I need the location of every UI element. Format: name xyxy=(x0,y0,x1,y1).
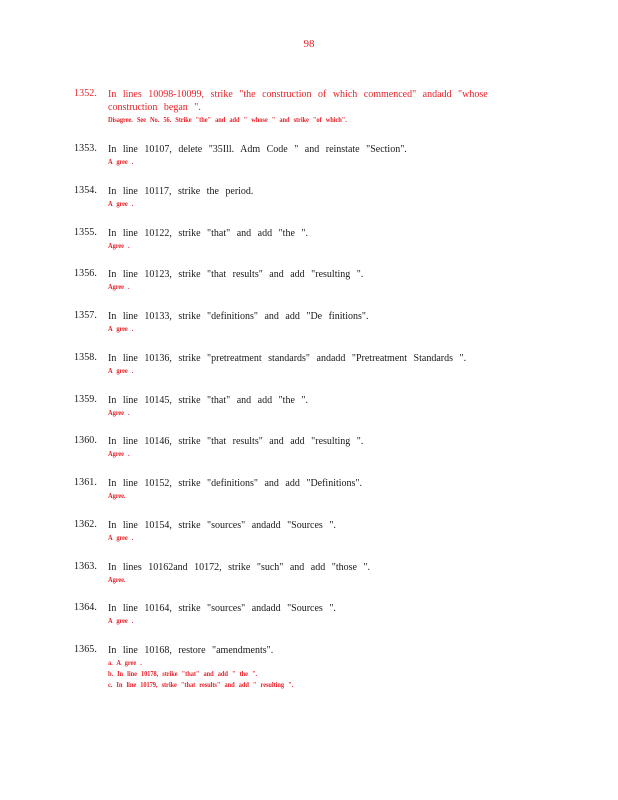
item-text: In line 10154, strike "sources" andadd "Sources ". xyxy=(108,520,336,531)
item-response: A gree . xyxy=(108,366,134,375)
item-response: A gree . xyxy=(108,199,134,208)
item-response: Agree . xyxy=(108,408,130,417)
item-response: A gree . xyxy=(108,157,134,166)
item-text: In line 10146, strike "that results" and add "resulting ". xyxy=(108,436,364,447)
item-number: 1360. xyxy=(74,435,97,446)
item-subresponse-a: a. A gree . xyxy=(108,658,142,667)
item-number: 1353. xyxy=(74,143,97,154)
item-text: In line 10117, strike the period. xyxy=(108,186,254,197)
item-number: 1365. xyxy=(74,644,97,655)
item-response: Agree . xyxy=(108,282,130,291)
item-text: In line 10122, strike "that" and add "the ". xyxy=(108,228,308,239)
item-response: Agree . xyxy=(108,449,130,458)
item-text: In line 10168, restore "amendments". xyxy=(108,645,274,656)
item-text: In line 10123, strike "that results" and add "resulting ". xyxy=(108,269,364,280)
item-response: Agree . xyxy=(108,241,130,250)
item-text: In line 10136, strike "pretreatment standards" andadd "Pretreatment Standards ". xyxy=(108,353,467,364)
item-number: 1363. xyxy=(74,561,97,572)
item-number: 1362. xyxy=(74,519,97,530)
item-number: 1355. xyxy=(74,227,97,238)
item-text: In line 10152, strike "definitions" and add "Definitions". xyxy=(108,478,363,489)
item-number: 1352. xyxy=(74,88,97,99)
item-response: A gree . xyxy=(108,324,134,333)
item-number: 1357. xyxy=(74,310,97,321)
item-response: A gree . xyxy=(108,533,134,542)
item-response: Disagree. See No. 56. Strike "the" and add " whose " and strike "of which". xyxy=(108,115,347,124)
item-response: Agree. xyxy=(108,491,126,500)
item-text: In lines 10162and 10172, strike "such" and add "those ". xyxy=(108,562,371,573)
item-text: In line 10133, strike "definitions" and add "De finitions". xyxy=(108,311,369,322)
item-number: 1359. xyxy=(74,394,97,405)
item-subresponse-c: c. In line 10179, strike "that results" and add " resulting ". xyxy=(108,680,294,689)
item-response: A gree . xyxy=(108,616,134,625)
item-number: 1358. xyxy=(74,352,97,363)
item-text: In line 10164, strike "sources" andadd "Sources ". xyxy=(108,603,336,614)
item-number: 1361. xyxy=(74,477,97,488)
item-subresponse-b: b. In line 10178, strike "that" and add " the ". xyxy=(108,669,258,678)
item-number: 1364. xyxy=(74,602,97,613)
item-text: In line 10107, delete "35Ill. Adm Code " and reinstate "Section". xyxy=(108,144,407,155)
page-number: 98 xyxy=(303,38,315,50)
item-text-line1: In lines 10098-10099, strike "the construction of which commenced" andadd "whose xyxy=(108,89,488,100)
item-text: In line 10145, strike "that" and add "the ". xyxy=(108,395,308,406)
item-response: Agree. xyxy=(108,575,126,584)
item-number: 1354. xyxy=(74,185,97,196)
item-text-line2: construction began ". xyxy=(108,102,201,113)
item-number: 1356. xyxy=(74,268,97,279)
